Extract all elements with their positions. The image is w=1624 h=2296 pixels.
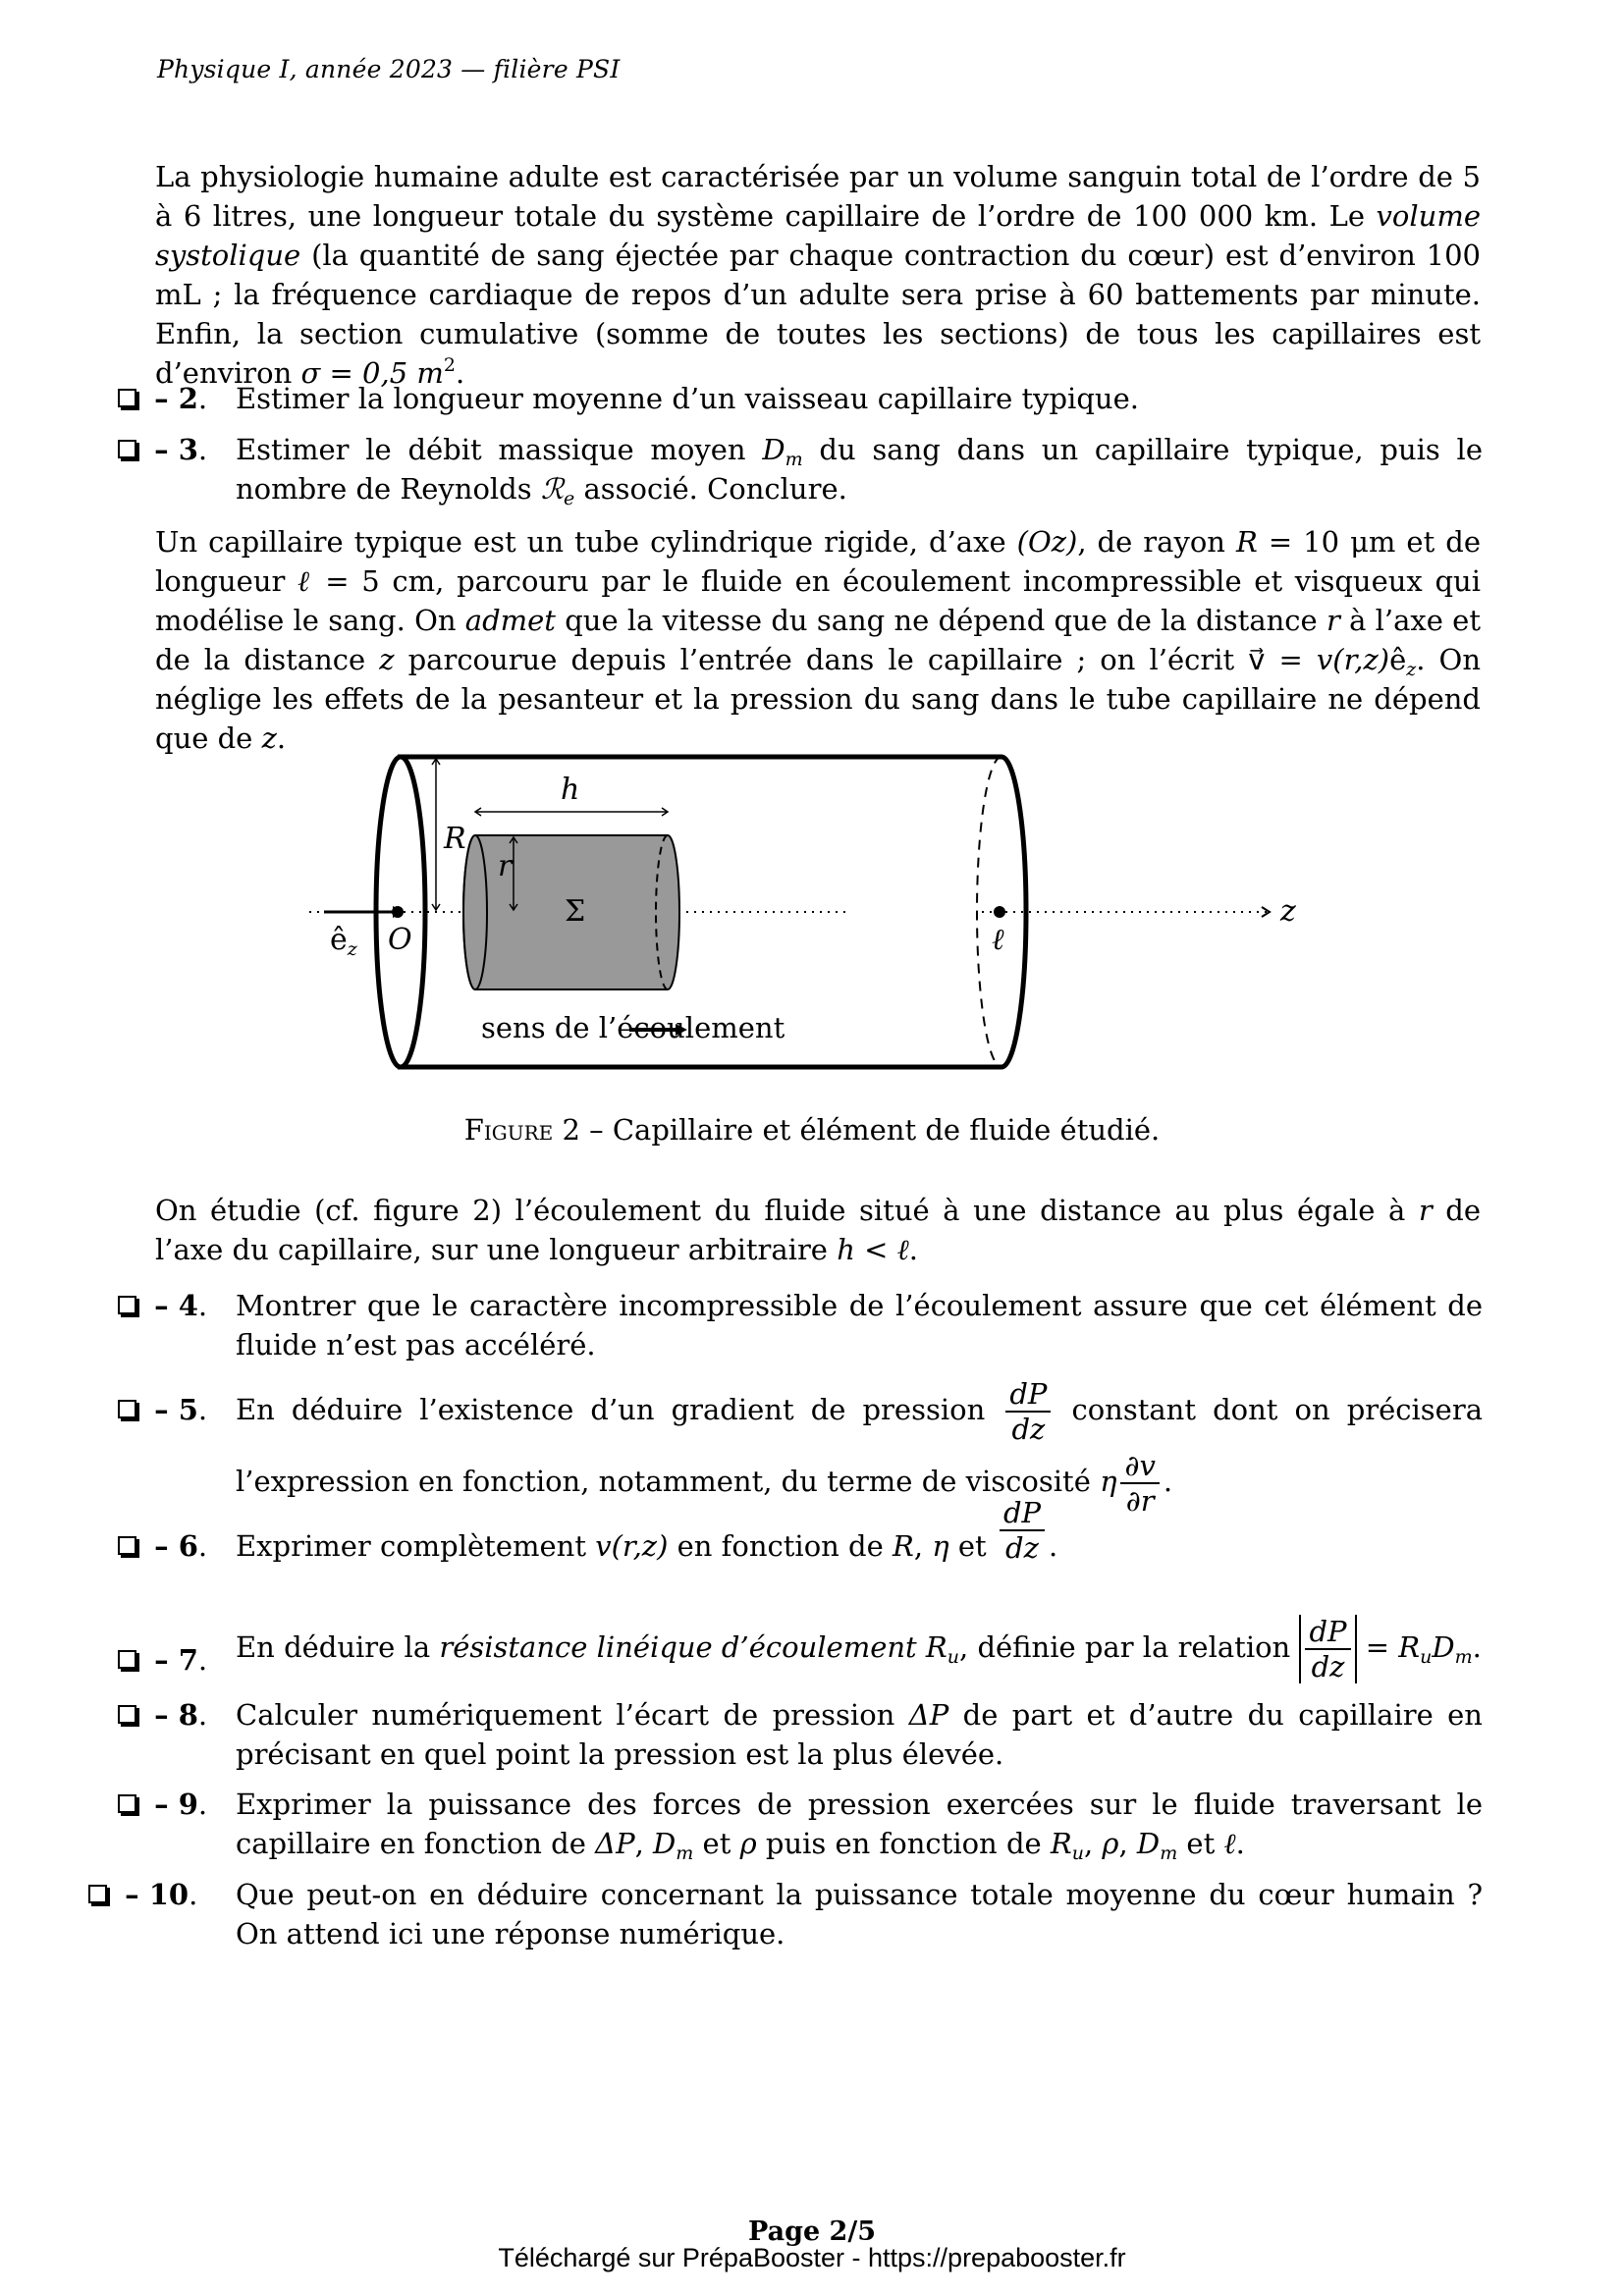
intro-paragraph: La physiologie humaine adulte est caractérisée par un volume sanguin total de l’ordre de 5 à 6 litres, une longueur totale du système capillaire de l’ordre de 100 000 km. Le volume systolique (la quantité de sang éjectée par chaque contraction du cœur) est d’environ 100 mL ; la fréquence cardiaque de repos d’un adulte sera prise à 60 battements par minute. Enfin, la section cumulative (somme de toutes les sections) de tous les capillaires est d’environ σ = 0,5 $m^2$. bbox=[155, 160, 1481, 390]
label-ez: $ê_z$ bbox=[330, 923, 357, 960]
question-7 bbox=[118, 1615, 1483, 1683]
label-z: z bbox=[1280, 894, 1296, 929]
checkbox-icon[interactable] bbox=[118, 1705, 136, 1724]
capillary-figure bbox=[295, 751, 1326, 1085]
label-sigma: Σ bbox=[565, 894, 586, 929]
fraction-dv-dr: $\frac{\partial v}{\partial r}$ bbox=[1120, 1449, 1159, 1518]
question-8 bbox=[118, 1695, 1483, 1774]
absolute-value: $\frac{dP}{dz}$ bbox=[1299, 1615, 1356, 1683]
question-text: Estimer la longueur moyenne d’un vaisseau capillaire typique. bbox=[236, 382, 1139, 415]
label-r: r bbox=[498, 849, 513, 883]
sigma-value: σ = 0,5 m bbox=[300, 356, 444, 390]
question-number: – 2. bbox=[118, 379, 207, 418]
checkbox-icon[interactable] bbox=[118, 1536, 136, 1555]
label-flow-direction: sens de l’écoulement bbox=[481, 1011, 785, 1044]
label-ell: ℓ bbox=[992, 923, 1004, 957]
checkbox-icon[interactable] bbox=[118, 389, 136, 407]
checkbox-icon[interactable] bbox=[88, 1885, 107, 1903]
question-number: – 5. bbox=[118, 1374, 207, 1445]
question-number: – 10. bbox=[88, 1875, 197, 1914]
question-text: Montrer que le caractère incompressible de l’écoulement assure que cet élément de fluide n’est pas accéléré. bbox=[236, 1289, 1483, 1362]
question-text: Estimer le débit massique moyen $D_m$ du sang dans un capillaire typique, puis le nombre de Reynolds ℛ$_e$ associé. Conclure. bbox=[236, 433, 1483, 509]
emphasis-volume-systolique: volume systolique bbox=[155, 199, 1481, 272]
download-notice: Téléchargé sur PrépaBooster - https://prepabooster.fr bbox=[498, 2243, 1126, 2272]
question-number: – 4. bbox=[118, 1286, 207, 1325]
question-2 bbox=[118, 379, 1483, 418]
page-number: Page 2/5 bbox=[748, 2216, 876, 2247]
checkbox-icon[interactable] bbox=[118, 1650, 136, 1669]
study-paragraph: On étudie (cf. figure 2) l’écoulement du fluide situé à une distance au plus égale à r de l’axe du capillaire, sur une longueur arbitraire h < ℓ. bbox=[155, 1194, 1481, 1266]
checkbox-icon[interactable] bbox=[118, 1794, 136, 1813]
fraction-dP-dz: $\frac{dP}{dz}$ bbox=[1000, 1496, 1045, 1565]
question-number: – 7. bbox=[118, 1640, 207, 1680]
capillary-diagram bbox=[295, 751, 1326, 1085]
question-text: Exprimer complètement v(r,z) en fonction de R, η et $\frac{dP}{dz}$ . bbox=[236, 1496, 1058, 1565]
question-number: – 8. bbox=[118, 1695, 207, 1735]
origin-point-icon bbox=[392, 906, 404, 918]
question-number: – 9. bbox=[118, 1785, 207, 1824]
figure-caption: Figure 2 – Capillaire et élément de fluide étudié. bbox=[463, 1113, 1161, 1147]
question-5 bbox=[118, 1374, 1483, 1518]
question-3 bbox=[118, 430, 1483, 508]
question-text: En déduire la résistance linéique d’écoulement $R_u$, définie par la relation $\frac{dP}{dz}$ = $R_uD_m$. bbox=[236, 1615, 1482, 1683]
checkbox-icon[interactable] bbox=[118, 1296, 136, 1314]
question-number: – 6. bbox=[118, 1526, 207, 1566]
label-O: O bbox=[388, 923, 412, 957]
label-h: h bbox=[561, 773, 580, 807]
end-point-icon bbox=[994, 906, 1005, 918]
fraction-dP-dz: $\frac{dP}{dz}$ bbox=[1005, 1377, 1051, 1446]
running-header: Physique I, année 2023 — filière PSI bbox=[157, 55, 621, 83]
question-text: Calculer numériquement l’écart de pression ΔP de part et d’autre du capillaire en précisant en quel point la pression est la plus élevée. bbox=[236, 1698, 1483, 1771]
checkbox-icon[interactable] bbox=[118, 1400, 136, 1418]
question-text: Exprimer la puissance des forces de pression exercées sur le fluide traversant le capillaire en fonction de ΔP, $D_m$ et ρ puis en fonction de $R_u$, ρ, $D_m$ et ℓ. bbox=[236, 1788, 1483, 1864]
checkbox-icon[interactable] bbox=[118, 440, 136, 458]
question-10 bbox=[115, 1875, 1483, 1953]
label-R: R bbox=[444, 822, 466, 856]
question-text: En déduire l’existence d’un gradient de pression $\frac{dP}{dz}$ constant dont on précisera l’expression en fonction, notamment, du terme de viscosité η $\frac{\partial v}{\partial r}$ . bbox=[236, 1377, 1483, 1518]
capillary-paragraph: Un capillaire typique est un tube cylindrique rigide, d’axe (Oz), de rayon R = 10 μm et de longueur ℓ = 5 cm, parcouru par le fluide en écoulement incompressible et visqueux qui modélise le sang. On admet que la vitesse du sang ne dépend que de la distance r à l’axe et de la distance z parcourue depuis l’entrée dans le capillaire ; on l’écrit v⃗ = $v(r,z)ê_z$. On néglige les effets de la pesanteur et la pression du sang dans le tube capillaire ne dépend que de z. bbox=[155, 525, 1482, 755]
question-text: Que peut-on en déduire concernant la puissance totale moyenne du cœur humain ? On attend ici une réponse numérique. bbox=[236, 1878, 1483, 1950]
question-9 bbox=[118, 1785, 1483, 1863]
question-number: – 3. bbox=[118, 430, 207, 469]
question-6 bbox=[118, 1496, 1483, 1566]
question-4 bbox=[118, 1286, 1483, 1364]
